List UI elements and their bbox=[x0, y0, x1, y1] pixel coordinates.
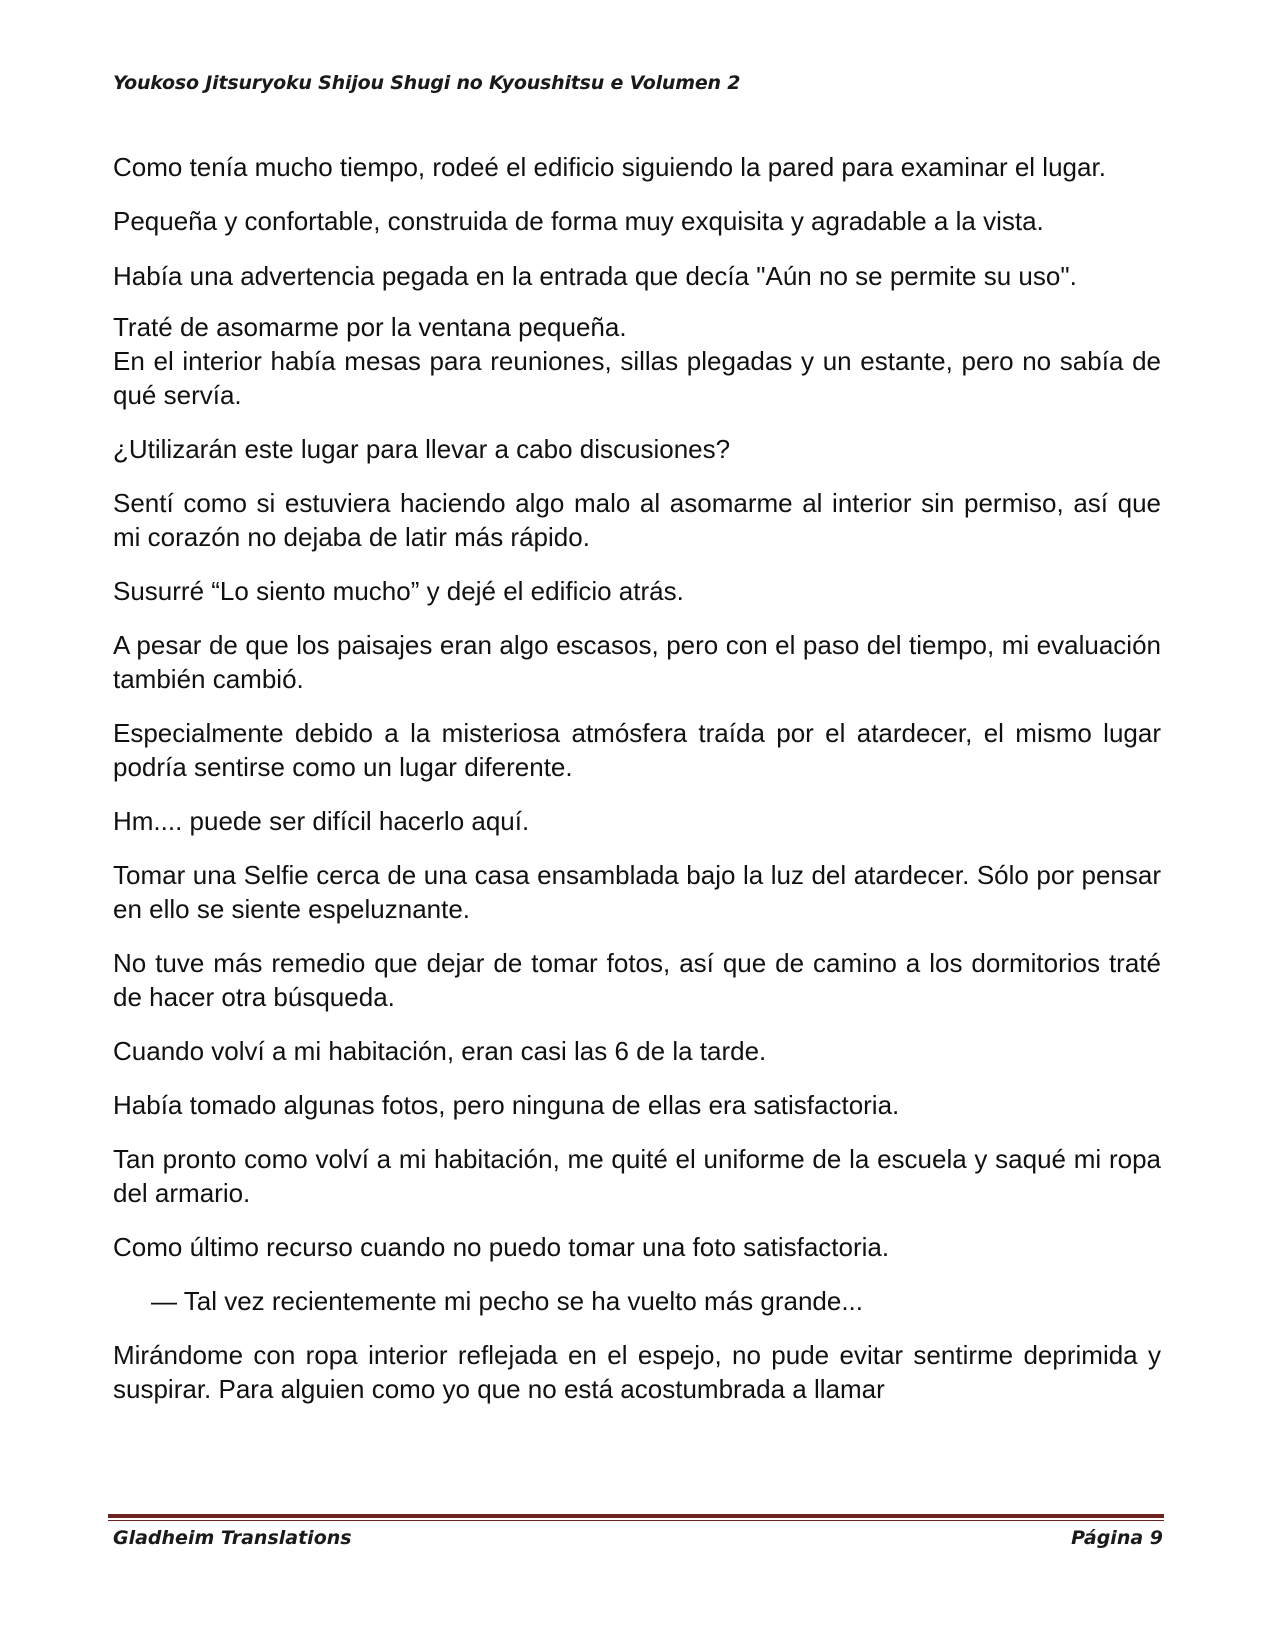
footer-translator-credit: Gladheim Translations bbox=[113, 1527, 352, 1549]
paragraph: Tomar una Selfie cerca de una casa ensamblada bajo la luz del atardecer. Sólo por pensar en ello se siente espeluznante. bbox=[113, 860, 1161, 924]
paragraph: Cuando volví a mi habitación, eran casi las 6 de la tarde. bbox=[113, 1036, 767, 1066]
paragraph: Traté de asomarme por la ventana pequeña. bbox=[113, 312, 627, 342]
paragraph: Tan pronto como volví a mi habitación, me quité el uniforme de la escuela y saqué mi ropa del armario. bbox=[113, 1144, 1161, 1208]
paragraph: Mirándome con ropa interior reflejada en el espejo, no pude evitar sentirme deprimida y suspirar. Para alguien como yo que no está acostumbrada a llamar bbox=[113, 1340, 1161, 1404]
paragraph: A pesar de que los paisajes eran algo escasos, pero con el paso del tiempo, mi evaluación también cambió. bbox=[113, 630, 1161, 694]
dialogue-line: — Tal vez recientemente mi pecho se ha vuelto más grande... bbox=[151, 1286, 864, 1316]
page-header-title: Youkoso Jitsuryoku Shijou Shugi no Kyoushitsu e Volumen 2 bbox=[113, 72, 741, 94]
footer-divider bbox=[108, 1514, 1164, 1521]
paragraph: ¿Utilizarán este lugar para llevar a cabo discusiones? bbox=[113, 434, 731, 464]
paragraph: Pequeña y confortable, construida de forma muy exquisita y agradable a la vista. bbox=[113, 206, 1044, 236]
paragraph: Había tomado algunas fotos, pero ninguna de ellas era satisfactoria. bbox=[113, 1090, 900, 1120]
footer-divider-thick bbox=[108, 1514, 1164, 1518]
paragraph: Había una advertencia pegada en la entrada que decía "Aún no se permite su uso". bbox=[113, 261, 1077, 291]
paragraph: En el interior había mesas para reuniones, sillas plegadas y un estante, pero no sabía de qué servía. bbox=[113, 346, 1161, 410]
footer-page-number: Página 9 bbox=[1071, 1527, 1163, 1549]
footer-divider-thin bbox=[108, 1520, 1164, 1521]
paragraph: Sentí como si estuviera haciendo algo malo al asomarme al interior sin permiso, así que mi corazón no dejaba de latir más rápido. bbox=[113, 488, 1161, 552]
paragraph: Especialmente debido a la misteriosa atmósfera traída por el atardecer, el mismo lugar podría sentirse como un lugar diferente. bbox=[113, 718, 1161, 782]
paragraph: No tuve más remedio que dejar de tomar fotos, así que de camino a los dormitorios traté de hacer otra búsqueda. bbox=[113, 948, 1161, 1012]
paragraph: Hm.... puede ser difícil hacerlo aquí. bbox=[113, 806, 530, 836]
paragraph: Como último recurso cuando no puedo tomar una foto satisfactoria. bbox=[113, 1232, 890, 1262]
paragraph: Susurré “Lo siento mucho” y dejé el edificio atrás. bbox=[113, 576, 684, 606]
paragraph: Como tenía mucho tiempo, rodeé el edificio siguiendo la pared para examinar el lugar. bbox=[113, 152, 1106, 182]
document-body bbox=[113, 150, 1161, 1426]
